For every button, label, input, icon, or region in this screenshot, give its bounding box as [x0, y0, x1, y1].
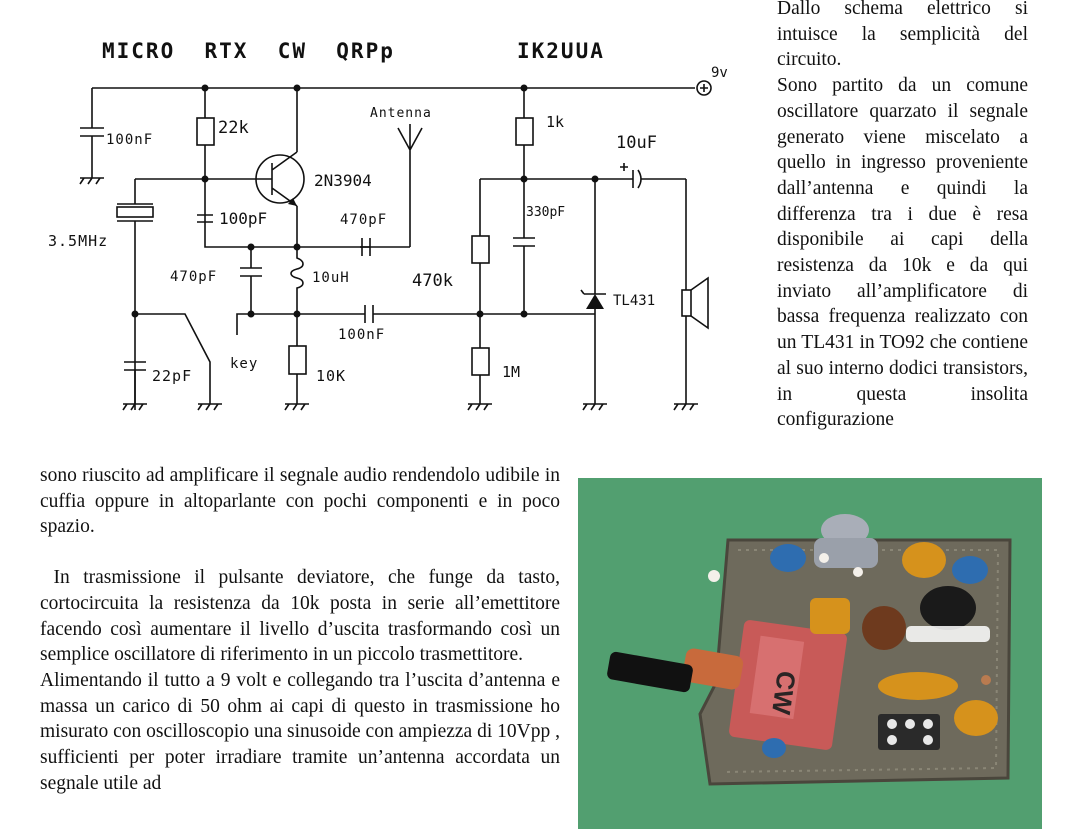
circuit-board-photo: [578, 478, 1042, 829]
callsign: IK2UUA: [517, 39, 605, 63]
capacitor-10uF: [595, 133, 686, 188]
inductor-10uH: [291, 247, 350, 314]
right-paragraph-1: Dallo schema elettrico si intuisce la semplicità del circuito.: [777, 0, 1028, 71]
capacitor-100nF-left: [80, 88, 153, 184]
capacitor-470pF-top: [340, 212, 387, 256]
schematic-title: MICRO RTX CW QRPp: [102, 39, 395, 63]
label-470k: 470k: [412, 271, 453, 291]
capacitor-330pF: [513, 205, 565, 314]
label-10uH: 10uH: [312, 270, 350, 286]
supply-label: 9v: [711, 65, 728, 81]
label-antenna: Antenna: [370, 106, 432, 121]
resistor-470k: [412, 176, 599, 315]
label-key: key: [230, 356, 259, 372]
label-1M: 1M: [502, 363, 521, 381]
label-10K: 10K: [316, 367, 347, 385]
label-470pF-left: 470pF: [170, 269, 218, 285]
transistor-black: [920, 586, 976, 630]
resistor-1M: [468, 314, 520, 410]
speaker: [674, 179, 708, 410]
label-470pF-top: 470pF: [340, 212, 388, 228]
label-100nF-left: 100nF: [106, 132, 154, 148]
label-TL431: TL431: [613, 293, 656, 309]
capacitor-100nF-mid: [237, 305, 595, 343]
ic-TL431: [581, 179, 655, 410]
right-paragraph-2: Sono partito da un comune oscillatore quarzato il segnale generato viene miscelato a quello in ingresso proveniente dall’antenna e quindi la differenza tra i due è resa disponibile ai capi della resistenza da 10k e da qui inviato all’amplificatore di bassa frequenza realizzato con un TL431 in TO92 che contiene al suo interno dodici transistors, in questa insolita configurazione: [777, 75, 1028, 431]
label-100pF: 100pF: [219, 209, 268, 228]
label-100nF-mid: 100nF: [338, 327, 386, 343]
label-1k: 1k: [546, 113, 565, 131]
label-22k: 22k: [218, 118, 249, 138]
capacitor-orange-2: [810, 598, 850, 634]
label-330pF: 330pF: [526, 205, 566, 220]
circuit-schematic: [0, 0, 770, 460]
capacitor-brown: [862, 606, 906, 650]
bottom-text-column: [40, 463, 565, 796]
label-10uF: 10uF: [616, 133, 657, 153]
supply-rail: [92, 65, 728, 95]
resistor-10K: [285, 314, 346, 410]
label-2N3904: 2N3904: [314, 171, 372, 190]
bottom-paragraph-1: sono riuscito ad amplificare il segnale audio rendendolo udibile in cuffia oppure in altoparlante con pochi componenti e in poco spazio.: [40, 465, 560, 538]
label-22pF: 22pF: [152, 367, 193, 385]
right-text-column: [777, 0, 1028, 433]
capacitor-orange-1: [902, 542, 946, 578]
capacitor-blue-1: [770, 544, 806, 572]
key-switch: [135, 314, 258, 410]
bottom-paragraph-2: In trasmissione il pulsante deviatore, che funge da tasto, cortocircuita la resistenza da 10k posta in serie all’emettitore facendo così aumentare il livello d’uscita trasformando così un semplice oscillatore di riferimento in un piccolo trasmettitore.: [40, 567, 565, 666]
switch-label-cw: CW: [766, 669, 802, 717]
label-3.5MHz: 3.5MHz: [48, 232, 109, 250]
capacitor-22pF: [123, 311, 192, 411]
bottom-paragraph-3: Alimentando il tutto a 9 volt e collegando tra l’uscita d’antenna e massa un carico di 50 ohm ai capi di questo in trasmissione ho misurato con oscilloscopio una sinusoide con ampiezza di 10Vpp , sufficienti per poter irradiare tramite un’antenna accordata un segnale utile ad: [40, 669, 560, 794]
capacitor-470pF-left: [170, 244, 262, 315]
